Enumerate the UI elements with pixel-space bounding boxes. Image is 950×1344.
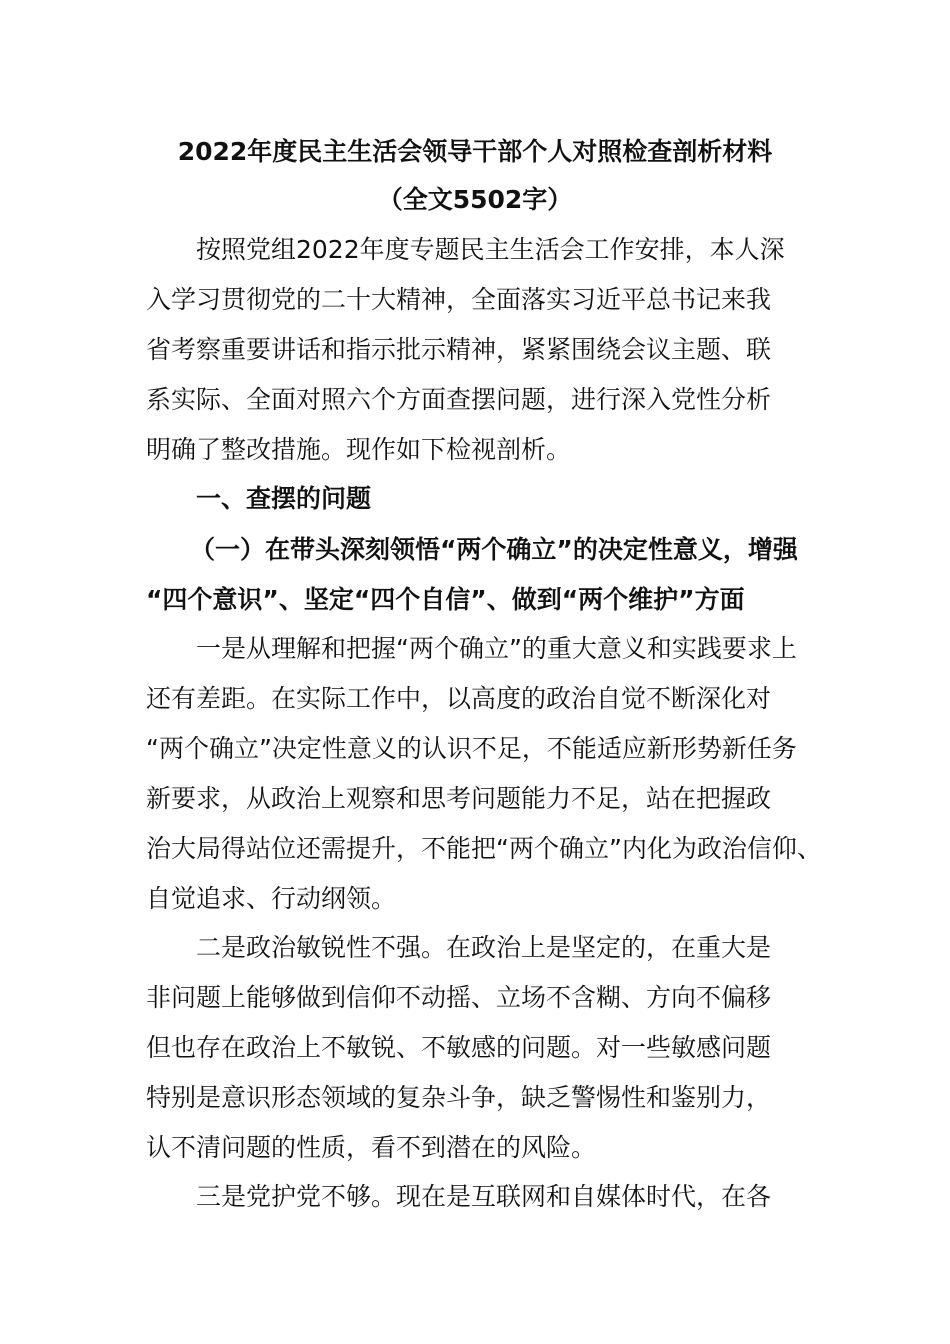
paragraph-line: 省考察重要讲话和指示批示精神，紧紧围绕会议主题、联 bbox=[146, 335, 772, 364]
paragraph-line: 非问题上能够做到信仰不动摇、立场不含糊、方向不偏移 bbox=[146, 983, 772, 1012]
paragraph-line: 新要求，从政治上观察和思考问题能力不足，站在把握政 bbox=[146, 784, 772, 813]
paragraph-line: 但也存在政治上不敏锐、不敏感的问题。对一些敏感问题 bbox=[146, 1033, 772, 1062]
paragraph-line: 自觉追求、行动纲领。 bbox=[146, 884, 397, 913]
paragraph-line: 认不清问题的性质，看不到潜在的风险。 bbox=[146, 1133, 597, 1162]
paragraph-line: 入学习贯彻党的二十大精神，全面落实习近平总书记来我 bbox=[146, 285, 772, 314]
paragraph-line: 治大局得站位还需提升，不能把“两个确立”内化为政治信仰、 bbox=[146, 834, 822, 863]
paragraph-line: 三是党护党不够。现在是互联网和自媒体时代，在各 bbox=[196, 1182, 772, 1211]
subsection-heading: （一）在带头深刻领悟“两个确立”的决定性意义，增强 bbox=[190, 535, 798, 564]
paragraph-line: 还有差距。在实际工作中，以高度的政治自觉不断深化对 bbox=[146, 684, 772, 713]
document-subtitle: （全文5502字） bbox=[377, 185, 573, 214]
section-heading: 一、查摆的问题 bbox=[196, 484, 372, 513]
subsection-heading: “四个意识”、坚定“四个自信”、做到“两个维护”方面 bbox=[146, 585, 745, 614]
paragraph-line: 明确了整改措施。现作如下检视剖析。 bbox=[146, 435, 572, 464]
paragraph-line: 系实际、全面对照六个方面查摆问题，进行深入党性分析 bbox=[146, 385, 772, 414]
paragraph-line: 一是从理解和把握“两个确立”的重大意义和实践要求上 bbox=[196, 634, 797, 663]
paragraph-line: 二是政治敏锐性不强。在政治上是坚定的，在重大是 bbox=[196, 933, 772, 962]
paragraph-line: 按照党组2022年度专题民主生活会工作安排，本人深 bbox=[196, 235, 785, 264]
paragraph-line: “两个确立”决定性意义的认识不足，不能适应新形势新任务 bbox=[146, 734, 797, 763]
paragraph-line: 特别是意识形态领域的复杂斗争，缺乏警惕性和鉴别力， bbox=[146, 1083, 772, 1112]
document-title: 2022年度民主生活会领导干部个人对照检查剖析材料 bbox=[177, 137, 773, 166]
